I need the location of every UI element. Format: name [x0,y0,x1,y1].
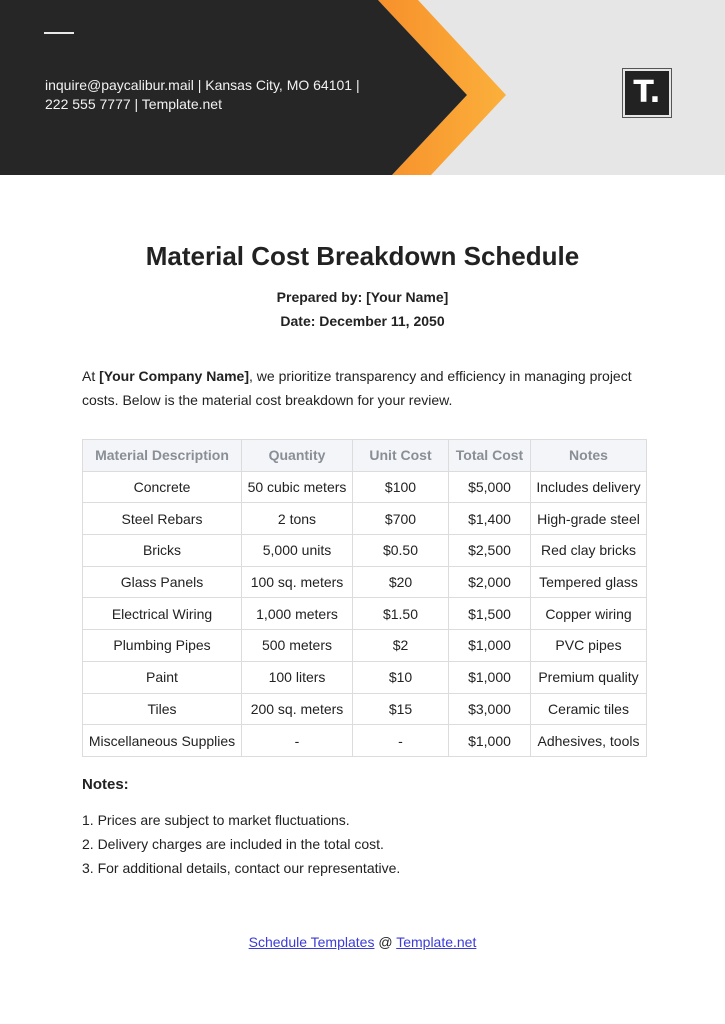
cell-notes: PVC pipes [531,630,647,662]
cell-total-cost: $1,400 [449,503,531,535]
table-header-row [83,440,647,472]
header-unit-cost: Unit Cost [353,440,449,472]
cell-unit-cost: $15 [353,693,449,725]
cell-total-cost: $1,000 [449,725,531,757]
intro-paragraph [82,365,652,412]
note-item: 1. Prices are subject to market fluctuations. [82,812,350,828]
cell-quantity: - [242,725,353,757]
cell-material: Miscellaneous Supplies [83,725,242,757]
contact-line-1: inquire@paycalibur.mail | Kansas City, MO 64101 | [45,77,360,93]
table-row [83,725,647,757]
cell-unit-cost: $700 [353,503,449,535]
cell-quantity: 50 cubic meters [242,471,353,503]
footer-credit [0,934,725,950]
cell-total-cost: $1,000 [449,630,531,662]
cell-unit-cost: $0.50 [353,535,449,567]
cell-quantity: 200 sq. meters [242,693,353,725]
logo-mark: T. [625,71,669,115]
letterhead-banner [0,0,725,175]
cell-quantity: 1,000 meters [242,598,353,630]
document-date: Date: December 11, 2050 [280,313,445,329]
intro-prefix: At [82,368,100,384]
contact-line-2: 222 555 7777 | Template.net [45,96,222,112]
cell-notes: High-grade steel [531,503,647,535]
cell-unit-cost: $1.50 [353,598,449,630]
cell-notes: Includes delivery [531,471,647,503]
cell-unit-cost: $10 [353,661,449,693]
table-row [83,503,647,535]
table-row [83,598,647,630]
table-row [83,535,647,567]
cell-quantity: 2 tons [242,503,353,535]
header-material-description: Material Description [83,440,242,472]
material-cost-table [82,439,647,757]
cell-total-cost: $2,500 [449,535,531,567]
document-title: Material Cost Breakdown Schedule [145,241,580,271]
table-row [83,630,647,662]
company-name-placeholder: [Your Company Name] [99,368,249,384]
cell-material: Electrical Wiring [83,598,242,630]
cell-quantity: 100 sq. meters [242,566,353,598]
cell-total-cost: $2,000 [449,566,531,598]
cell-material: Tiles [83,693,242,725]
cell-quantity: 5,000 units [242,535,353,567]
header-total-cost: Total Cost [449,440,531,472]
notes-heading: Notes: [82,776,129,793]
cell-unit-cost: - [353,725,449,757]
header-notes: Notes [531,440,647,472]
cell-notes: Red clay bricks [531,535,647,567]
contact-info [45,76,385,114]
cell-notes: Premium quality [531,661,647,693]
cell-notes: Copper wiring [531,598,647,630]
cell-material: Bricks [83,535,242,567]
cell-notes: Tempered glass [531,566,647,598]
table-row [83,661,647,693]
prepared-by: Prepared by: [Your Name] [276,289,449,305]
table-row [83,693,647,725]
note-item: 2. Delivery charges are included in the total cost. [82,836,384,852]
schedule-templates-link[interactable]: Schedule Templates [248,934,375,950]
cell-total-cost: $1,500 [449,598,531,630]
brand-logo [622,68,672,118]
template-net-link[interactable]: Template.net [396,934,477,950]
table-row [83,471,647,503]
cell-material: Glass Panels [83,566,242,598]
cell-material: Steel Rebars [83,503,242,535]
cell-total-cost: $3,000 [449,693,531,725]
cell-total-cost: $5,000 [449,471,531,503]
cell-unit-cost: $2 [353,630,449,662]
cell-unit-cost: $100 [353,471,449,503]
cell-total-cost: $1,000 [449,661,531,693]
notes-list [82,808,400,880]
intro-body: , we prioritize transparency and efficiency in managing project costs. Below is the material cost breakdown for your review. [82,368,632,408]
cell-material: Plumbing Pipes [83,630,242,662]
header-quantity: Quantity [242,440,353,472]
cell-quantity: 500 meters [242,630,353,662]
cell-material: Paint [83,661,242,693]
cell-notes: Ceramic tiles [531,693,647,725]
note-item: 3. For additional details, contact our representative. [82,860,401,876]
cell-unit-cost: $20 [353,566,449,598]
cell-material: Concrete [83,471,242,503]
table-row [83,566,647,598]
cell-notes: Adhesives, tools [531,725,647,757]
decorative-dash [44,32,74,34]
cell-quantity: 100 liters [242,661,353,693]
footer-separator: @ [374,934,397,950]
